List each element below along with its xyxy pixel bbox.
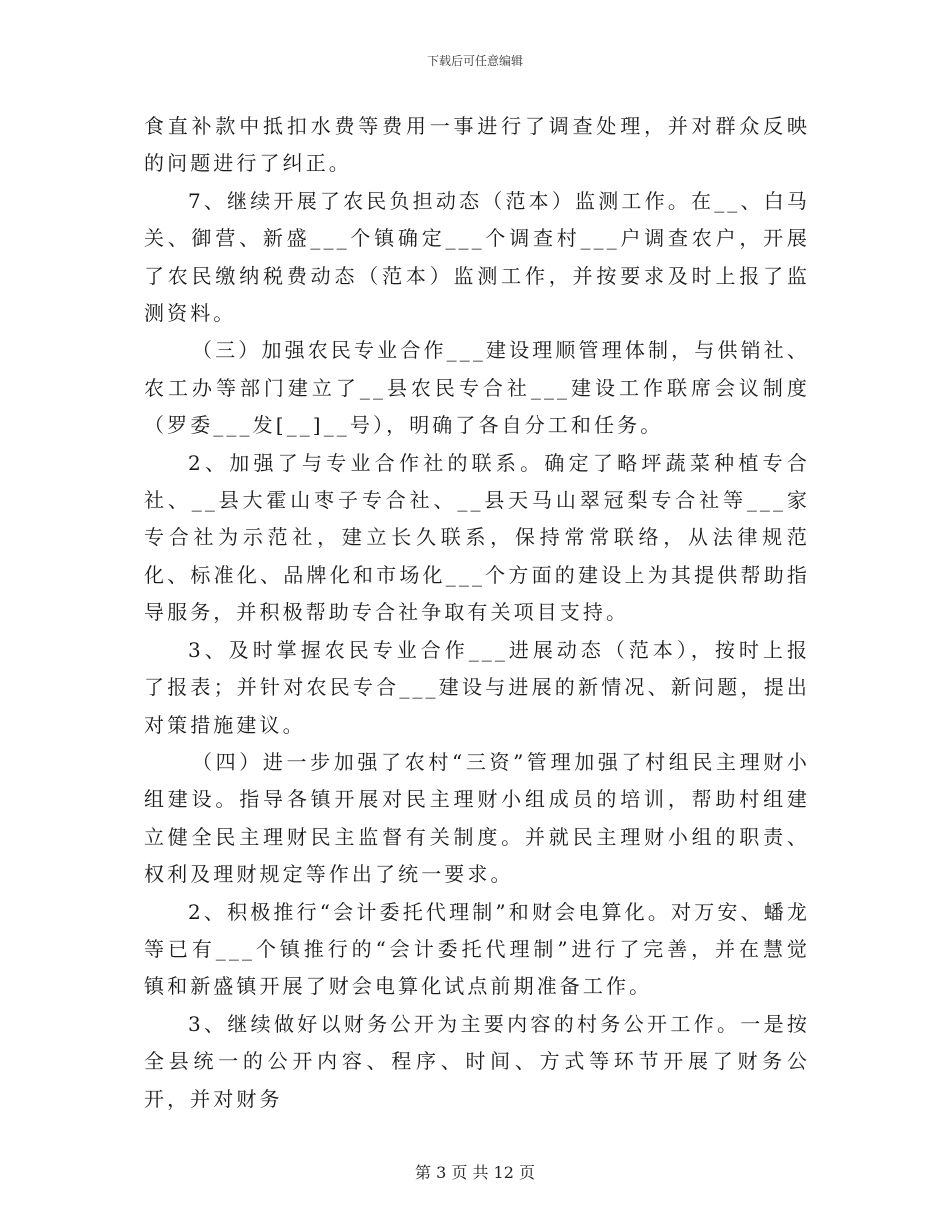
body-paragraph: 7、继续开展了农民负担动态（范本）监测工作。在__、白马关、御营、新盛___个镇确定___个调查村___户调查农户，开展了农民缴纳税费动态（范本）监测工作，并按要求及时上报了监测资料。 xyxy=(144,188,810,326)
body-paragraph: 2、积极推行“会计委托代理制”和财会电算化。对万安、蟠龙等已有___个镇推行的“会计委托代理制”进行了完善，并在慧觉镇和新盛镇开展了财会电算化试点前期准备工作。 xyxy=(144,899,810,999)
body-paragraph: 3、及时掌握农民专业合作___进展动态（范本），按时上报了报表；并针对农民专合___建设与进展的新情况、新问题，提出对策措施建议。 xyxy=(144,637,810,737)
document-body xyxy=(144,108,810,1118)
page-header-note: 下载后可任意编辑 xyxy=(426,54,523,68)
section-heading-paragraph: （四）进一步加强了农村“三资”管理加强了村组民主理财小组建设。指导各镇开展对民主理财小组成员的培训，帮助村组建立健全民主理财民主监督有关制度。并就民主理财小组的职责、权利及理财规定等作出了统一要求。 xyxy=(144,749,810,887)
section-heading-paragraph: （三）加强农民专业合作___建设理顺管理体制，与供销社、农工办等部门建立了__县农民专合社___建设工作联席会议制度（罗委___发[__]__号），明确了各自分工和任务。 xyxy=(144,338,810,438)
body-paragraph: 食直补款中抵扣水费等费用一事进行了调查处理，并对群众反映的问题进行了纠正。 xyxy=(144,114,810,176)
body-paragraph: 3、继续做好以财务公开为主要内容的村务公开工作。一是按全县统一的公开内容、程序、时间、方式等环节开展了财务公开，并对财务 xyxy=(144,1011,810,1111)
body-paragraph: 2、加强了与专业合作社的联系。确定了略坪蔬菜种植专合社、__县大霍山枣子专合社、__县天马山翠冠梨专合社等___家专合社为示范社，建立长久联系，保持常常联络，从法律规范化、标准化、品牌化和市场化___个方面的建设上为其提供帮助指导服务，并积极帮助专合社争取有关项目支持。 xyxy=(144,450,810,625)
page-number: 第 3 页 共 12 页 xyxy=(415,1163,535,1182)
